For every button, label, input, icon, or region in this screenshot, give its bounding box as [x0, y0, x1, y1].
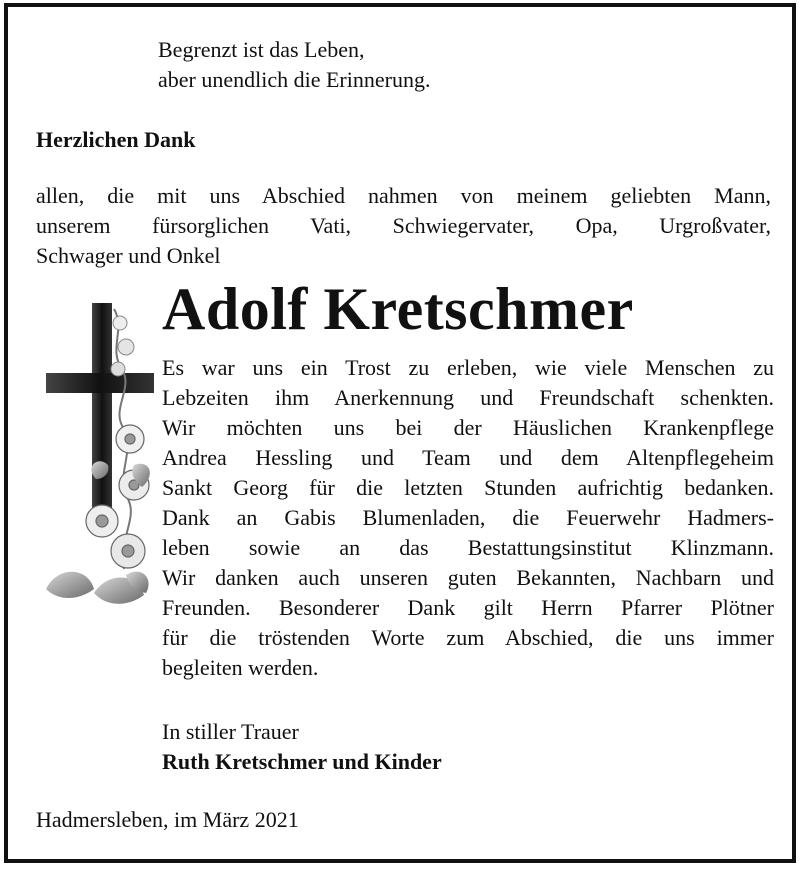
- body-line: Andrea Hessling und Team und dem Altenpflegeheim: [162, 445, 774, 470]
- gratitude-text: [162, 353, 774, 683]
- body-line: leben sowie an das Bestattungsinstitut Klinzmann.: [162, 535, 774, 560]
- body-line: Lebzeiten ihm Anerkennung und Freundschaft schenkten.: [162, 385, 774, 410]
- intro-line-3: Schwager und Onkel: [36, 243, 221, 268]
- body-line: Es war uns ein Trost zu erleben, wie viele Menschen zu: [162, 355, 774, 380]
- body-line: Dank an Gabis Blumenladen, die Feuerwehr Hadmers-: [162, 505, 774, 530]
- cross-with-flowers-icon: [38, 289, 158, 615]
- deceased-name: Adolf Kretschmer: [162, 276, 634, 342]
- obituary-notice: [4, 3, 796, 863]
- body-line: Wir möchten uns bei der Häuslichen Krankenpflege: [162, 415, 774, 440]
- body-line: Sankt Georg für die letzten Stunden aufrichtig bedanken.: [162, 475, 774, 500]
- intro-line-2: unserem fürsorglichen Vati, Schwiegervater, Opa, Urgroßvater,: [36, 213, 771, 238]
- thanks-heading: Herzlichen Dank: [36, 127, 196, 152]
- body-line: Freunden. Besonderer Dank gilt Herrn Pfarrer Plötner: [162, 595, 774, 620]
- motto-line-2: aber unendlich die Erinnerung.: [158, 67, 431, 92]
- place-and-date: Hadmersleben, im März 2021: [36, 807, 299, 832]
- body-line: begleiten werden.: [162, 655, 319, 680]
- mourning-line: In stiller Trauer: [162, 719, 299, 744]
- motto-line-1: Begrenzt ist das Leben,: [158, 37, 365, 62]
- signatories: Ruth Kretschmer und Kinder: [162, 749, 442, 774]
- body-line: Wir danken auch unseren guten Bekannten, Nachbarn und: [162, 565, 774, 590]
- body-line: für die tröstenden Worte zum Abschied, die uns immer: [162, 625, 774, 650]
- intro-line-1: allen, die mit uns Abschied nahmen von meinem geliebten Mann,: [36, 183, 771, 208]
